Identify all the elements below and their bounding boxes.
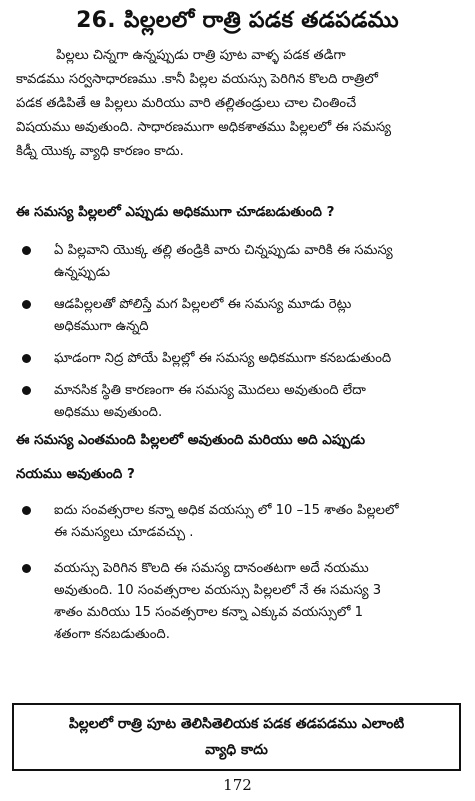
list-item-text: ఘాడంగా నిద్ర పోయే పిల్లల్లో ఈ సమస్య అధికముగా కనబడుతుంది — [54, 351, 392, 366]
bullet-icon — [22, 386, 31, 395]
bullet-icon — [22, 246, 31, 255]
page-number: 172 — [223, 776, 252, 794]
bullet-icon — [22, 506, 31, 515]
summary-box — [12, 703, 461, 771]
question-line: ఈ సమస్య ఎంతమంది పిల్లలలో అవుతుంది మరియు అది ఎప్పుడు — [16, 432, 366, 448]
list-item-text: అవుతుంది. 10 సంవత్సరాల వయస్సు పిల్లలలో నే ఈ సమస్య 3 — [54, 583, 382, 598]
intro-paragraph — [16, 44, 464, 164]
bullet-icon — [22, 564, 31, 573]
question-line: నయము అవుతుంది ? — [16, 466, 135, 482]
list-item-text: అధికముగా ఉన్నది — [54, 319, 149, 334]
intro-line: పిల్లలు చిన్నగా ఉన్నప్పుడు రాత్రి పూట వాళ్ళ పడక తడిగా — [56, 48, 346, 63]
list-item-text: ఉన్నప్పుడు — [54, 265, 111, 280]
list-item-text: ఐదు సంవత్సరాల కన్నా అధిక వయస్సు లో 10 –15 శాతం పిల్లలలో — [54, 503, 399, 518]
intro-line: కావడము సర్వసాధారణము .కానీ పిల్లల వయస్సు పెరిగిన కొలది రాత్రిలో — [16, 72, 378, 87]
list-item-text: అధికము అవుతుంది. — [54, 405, 163, 420]
list-item-text: ఈ సమస్యలు చూడవచ్చు . — [54, 525, 194, 540]
list-item-text: శతంగా కనబడుతుంది. — [54, 627, 170, 642]
list-item-text: శాతం మరియు 15 సంవత్సరాల కన్నా ఎక్కువ వయస్సులో 1 — [54, 605, 364, 620]
summary-line: పిల్లలలో రాత్రి పూట తెలిసితెలియక పడక తడపడము ఎలాంటి — [68, 716, 405, 732]
summary-line: వ్యాధి కాదు — [205, 742, 268, 758]
list-item-text: మానసిక స్థితి కారణంగా ఈ సమస్య మొదలు అవుతుంది లేదా — [54, 383, 366, 398]
intro-line: పడక తడిపితే ఆ పిల్లలు మరియు వారి తల్లితండ్రులు చాల చింతించే — [16, 96, 357, 111]
intro-line: విషయము అవుతుంది. సాధారణముగా అధికశాతము పిల్లలలో ఈ సమస్య — [16, 120, 392, 135]
page-title: 26. పిల్లలలో రాత్రి పడక తడపడము — [76, 8, 399, 33]
intro-line: కిడ్నీ యొక్క వ్యాధి కారణం కాదు. — [16, 144, 184, 159]
question-heading-2 — [16, 428, 464, 486]
bullet-icon — [22, 300, 31, 309]
list-item-text: వయస్సు పెరిగిన కొలది ఈ సమస్య దానంతటగా అదే నయము — [54, 561, 369, 576]
question-line: ఈ సమస్య పిల్లలలో ఎప్పుడు అధికముగా చూడబడుతుంది ? — [16, 204, 335, 220]
list-item-text: ఏ పిల్లవాని యొక్క తల్లి తండ్రికి వారు చిన్నప్పుడు వారికి ఈ సమస్య — [54, 243, 393, 258]
bullet-icon — [22, 354, 31, 363]
question-heading-1 — [16, 200, 464, 224]
list-item-text: ఆడపిల్లలతో పోలిస్తే మగ పిల్లలలో ఈ సమస్య మూడు రెట్లు — [54, 297, 352, 312]
